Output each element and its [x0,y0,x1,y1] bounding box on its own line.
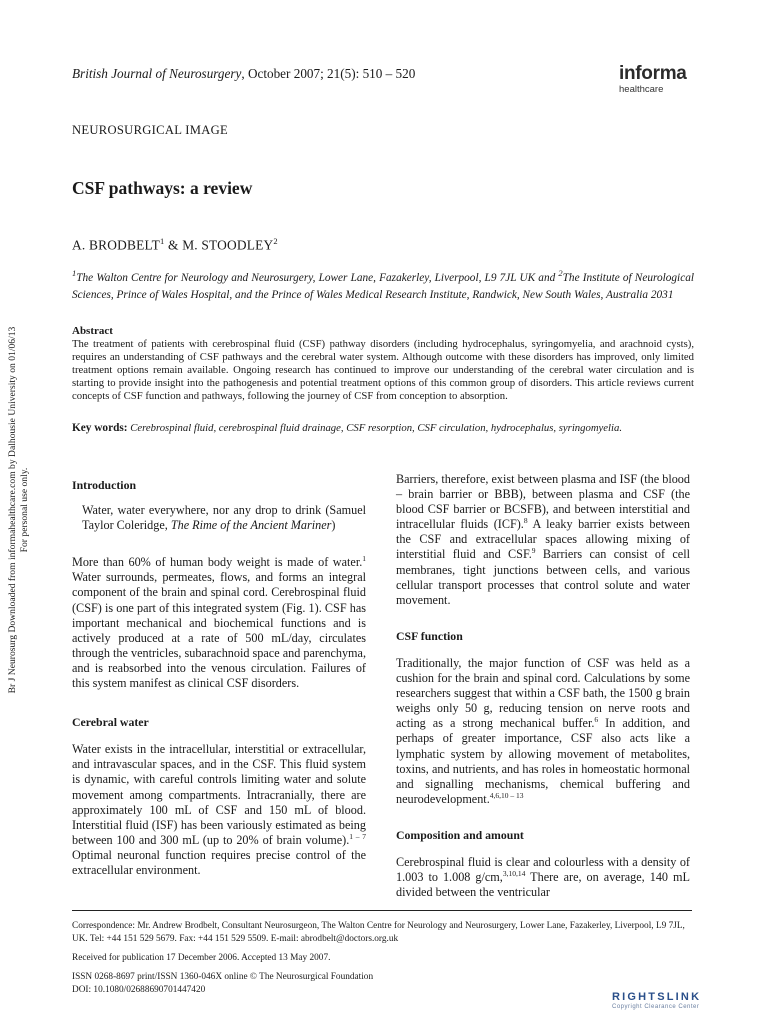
citation-ref: 1 – 7 [349,831,367,841]
keywords-value: Cerebrospinal fluid, cerebrospinal fluid drainage, CSF resorption, CSF circulation, hydrocephalus, syringomyelia. [130,422,622,434]
author-conj: & [164,237,183,253]
publication-meta [72,952,492,997]
affil-2: The Institute of Neurological Sciences, Prince of Wales Hospital, and the Prince of Wales Medical Research Institute, Randwick, New South Wales, Australia 2031 [72,271,694,301]
journal-citation [72,66,415,82]
function-heading: CSF function [396,628,463,643]
affil-1: The Walton Centre for Neurology and Neurosurgery, Lower Lane, Fazakerley, Liverpool, L9 7JL UK and [76,271,559,284]
download-notice [2,320,36,700]
keywords [72,422,694,435]
water-text-b: Optimal neuronal function requires precise control of the extracellular environment. [72,847,366,877]
citation-ref: 1 [362,554,366,564]
intro-text-a: More than 60% of human body weight is made of water. [72,555,363,570]
publisher-logo-brand: informa [619,63,687,84]
citation-ref: 6 [594,715,599,725]
epigraph-end: ) [331,518,336,533]
journal-issue: , October 2007; 21(5): 510 – 520 [241,66,416,81]
author-2: M. STOODLEY [182,237,274,253]
composition-heading: Composition and amount [396,827,524,842]
rightslink-logo-text: RIGHTSLINK [612,991,702,1003]
intro-text-b: Water surrounds, permeates, flows, and forms an integral component of the brain and spinal cord. Cerebrospinal fluid (CSF) is one part of this integrated system (Fig. 1). CSF has important mechanical and biochemical functions and is actively produced at a rate of 500 mL/day, circulates through the ventricles, subarachnoid space and parenchyma, and is reabsorbed into the venous circulation. Failures of this system manifest as clinical CSF disorders. [72,570,366,691]
keywords-label: Key words: [72,422,128,434]
citation-ref: 4,6,10 – 13 [489,790,524,800]
abstract-text: The treatment of patients with cerebrospinal fluid (CSF) pathway disorders (including hydrocephalus, syringomyelia, and arachnoid cysts), requires an understanding of CSF pathways and the cerebral water system. Although outcome with these disorders has improved, only limited treatment options remain available. Ongoing research has continued to improve our understanding of the cerebral water circulation and is starting to provide insight into the pathogenesis and potential treatment options of this common group of disorders. This article reviews current concepts of CSF function and pathways, following the journey of CSF from conception to absorption. [72,337,694,402]
water-text-a: Water exists in the intracellular, interstitial or extracellular, and intravascular spaces, and in the CSF. This fluid system is dynamic, with careful controls limiting water and solute movement among compartments. Intracranially, there are approximately 100 mL of CSF and 150 mL of blood. Interstitial fluid (ISF) has been variously estimated as being between 100 and 300 mL (up to 20% of brain volume). [72,742,366,847]
download-notice-line1: Br J Neurosurg Downloaded from informahealthcare.com by Dalhousie University on 01/06/13 [7,326,18,694]
barriers-text-a: Barriers, therefore, exist between plasma and ISF (the blood – brain barrier or BBB), between plasma and CSF (the blood CSF barrier or BCSFB), and between interstitial and intracellular fluids (ICF). [396,472,690,532]
doi: DOI: 10.1080/02688690701447420 [72,985,206,995]
function-text-a: Traditionally, the major function of CSF was held as a cushion for the brain and spinal cord. Calculations by some researchers suggest that within a CSF bath, the 1500 g brain weighs only 50 g, reducing tension on nerve roots and acting as a strong mechanical buffer. [396,655,690,731]
issn: ISSN 0268-8697 print/ISSN 1360-046X online © The Neurosurgical Foundation [72,972,374,982]
rightslink-logo [612,987,701,1010]
intro-paragraph [72,555,366,691]
epigraph-source: The Rime of the Ancient Mariner [170,518,332,533]
correspondence: Correspondence: Mr. Andrew Brodbelt, Consultant Neurosurgeon, The Walton Centre for Neurology and Neurosurgery, Lower Lane, Fazakerley, Liverpool, L9 7JL, UK. Tel: +44 151 529 5679. Fax: +44 151 529 5509. E-mail: abrodbelt@doctors.org.uk [72,921,685,944]
affil-2-sup: 2 [558,268,563,278]
composition-text-b: There are, on average, 140 mL divided between the ventricular [396,870,690,900]
affil-1-sup: 1 [72,268,77,278]
affiliations [72,265,694,304]
epigraph [72,503,366,533]
citation-ref: 8 [523,516,528,526]
composition-text-a: Cerebrospinal fluid is clear and colourless with a density of 1.003 to 1.008 g/cm, [396,854,690,885]
publisher-logo [619,64,687,95]
water-paragraph [72,742,366,878]
journal-name: British Journal of Neurosurgery [72,66,242,81]
right-column [396,472,690,900]
epigraph-text: Water, water everywhere, nor any drop to drink (Samuel Taylor Coleridge, [82,503,366,533]
download-notice-line2: For personal use only. [19,467,30,553]
water-heading: Cerebral water [72,715,149,730]
received-dates: Received for publication 17 December 2006. Accepted 13 May 2007. [72,953,331,963]
publisher-logo-sub: healthcare [619,84,664,95]
abstract-heading: Abstract [72,325,113,337]
left-column [72,478,366,878]
author-1: A. BRODBELT [72,237,161,253]
citation-ref: 9 [531,546,536,556]
function-paragraph [396,656,690,807]
author-list [72,236,278,253]
barriers-text-c: Barriers can consist of cell membranes, tight junctions between cells, and various cellular transport processes that control solute and water movement. [396,547,690,607]
intro-heading: Introduction [72,478,137,492]
author-2-sup: 2 [273,236,278,246]
barriers-text-b: A leaky barrier exists between the CSF and extracellular spaces allowing mixing of interstitial fluid and CSF. [396,517,691,562]
composition-paragraph [396,855,690,900]
rightslink-logo-sub: Copyright Clearance Center [612,1004,700,1010]
section-label: NEUROSURGICAL IMAGE [72,123,229,137]
footnote-divider [72,910,692,911]
article-title: CSF pathways: a review [72,178,253,198]
citation-ref: 3,10,14 [502,869,526,878]
function-text-b: In addition, and perhaps of greater importance, CSF also acts like a lymphatic system by allowing movement of metabolites, toxins, and nutrients, and has roles in homeostatic hormonal and signalling mechanisms, chemical buffering and neurodevelopment. [396,716,690,806]
abstract [72,325,694,402]
barriers-paragraph [396,472,690,608]
author-1-sup: 1 [160,236,165,246]
